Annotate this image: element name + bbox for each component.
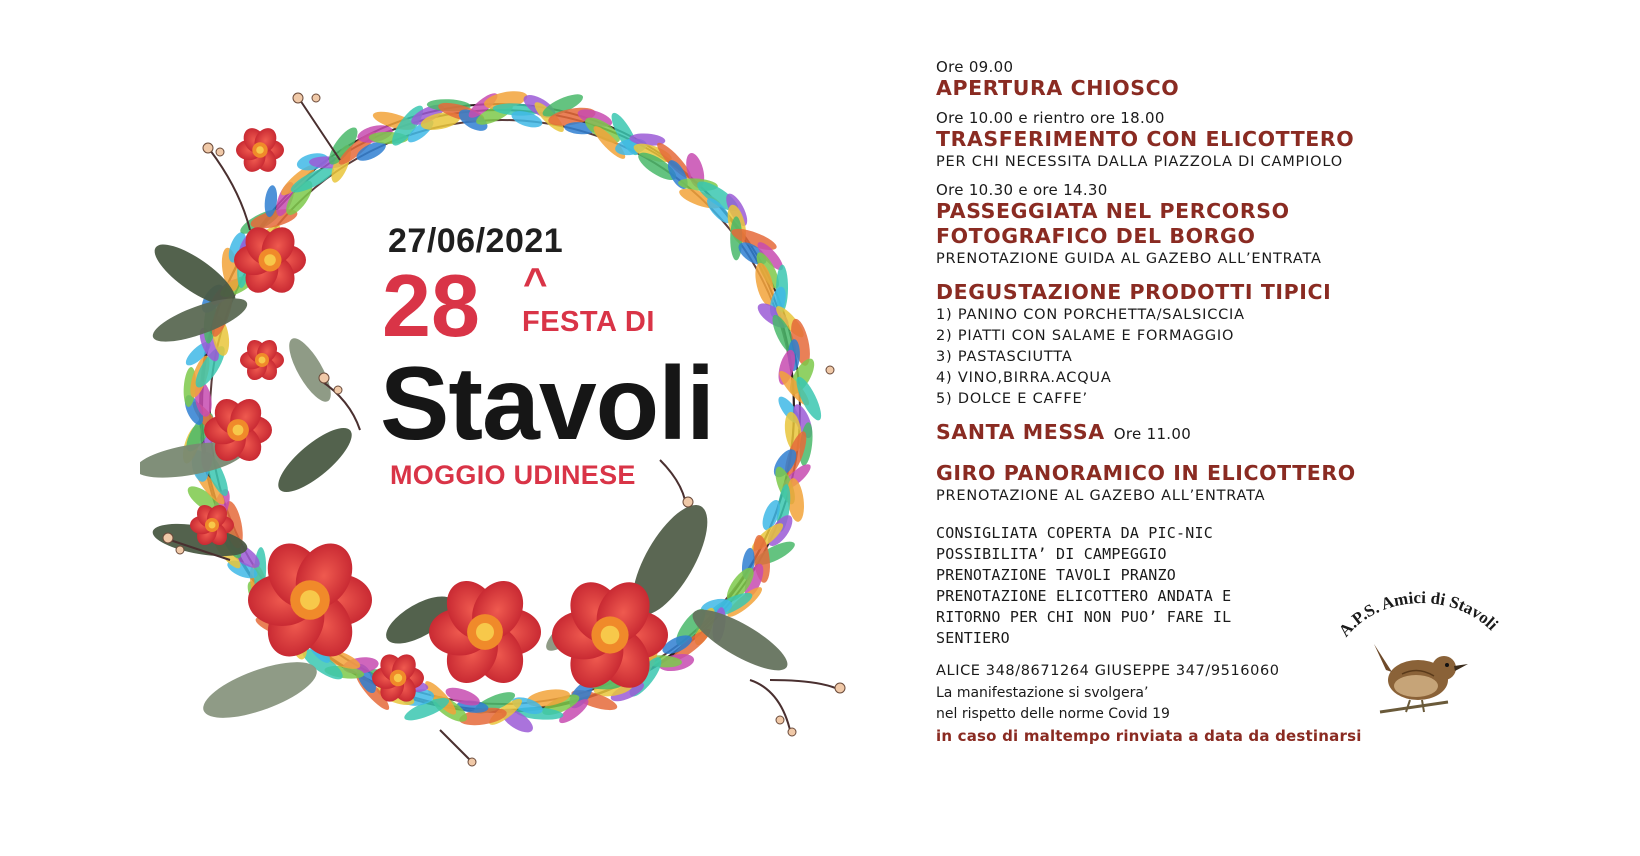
menu-item: 5) DOLCE E CAFFE’ <box>936 391 1088 407</box>
note-line: POSSIBILITA’ DI CAMPEGGIO <box>936 545 1167 563</box>
contacts: ALICE 348/8671264 GIUSEPPE 347/9516060 <box>936 663 1280 679</box>
program-degustazione <box>936 280 1536 410</box>
messa-title: SANTA MESSA <box>936 420 1105 444</box>
menu-item: 2) PIATTI CON SALAME E FORMAGGIO <box>936 328 1235 344</box>
passeggiata-note: PRENOTAZIONE GUIDA AL GAZEBO ALL’ENTRATA <box>936 251 1322 267</box>
association-logo <box>1318 580 1518 740</box>
red-flower <box>240 336 284 383</box>
passeggiata-title-line2: FOTOGRAFICO DEL BORGO <box>936 224 1256 248</box>
svg-text:A.P.S. Amici di Stavoli <box>1335 588 1502 640</box>
program-elicottero <box>936 109 1536 173</box>
red-flower <box>248 533 372 666</box>
wren-bird-icon <box>1374 644 1468 712</box>
note-line: SENTIERO <box>936 629 1010 647</box>
note-line: PRENOTAZIONE ELICOTTERO ANDATA E <box>936 587 1232 605</box>
passeggiata-time: Ore 10.30 e ore 14.30 <box>936 181 1108 199</box>
giro-title: GIRO PANORAMICO IN ELICOTTERO <box>936 461 1356 485</box>
messa-time: Ore 11.00 <box>1113 425 1192 443</box>
red-flower <box>429 572 541 692</box>
degustazione-title: DEGUSTAZIONE PRODOTTI TIPICI <box>936 280 1332 304</box>
covid-line1: La manifestazione si svolgera’ <box>936 685 1149 701</box>
menu-item: 1) PANINO CON PORCHETTA/SALSICCIA <box>936 307 1245 323</box>
menu-item: 4) VINO,BIRRA.ACQUA <box>936 370 1112 386</box>
edition-caret: ^ <box>523 259 548 306</box>
program-messa <box>936 420 1536 445</box>
elicottero-time: Ore 10.00 e rientro ore 18.00 <box>936 109 1165 127</box>
weather-notice: in caso di maltempo rinviata a data da destinarsi <box>936 727 1362 745</box>
menu-item: 3) PASTASCIUTTA <box>936 349 1073 365</box>
festa-label: FESTA DI <box>522 306 655 338</box>
note-line: PRENOTAZIONE TAVOLI PRANZO <box>936 566 1176 584</box>
elicottero-title: TRASFERIMENTO CON ELICOTTERO <box>936 127 1355 151</box>
covid-line2: nel rispetto delle norme Covid 19 <box>936 706 1170 722</box>
note-line: CONSIGLIATA COPERTA DA PIC-NIC <box>936 524 1213 542</box>
giro-note: PRENOTAZIONE AL GAZEBO ALL’ENTRATA <box>936 488 1266 504</box>
association-name: A.P.S. Amici di Stavoli <box>1334 587 1502 641</box>
program-passeggiata <box>936 181 1536 270</box>
apertura-title: APERTURA CHIOSCO <box>936 76 1180 100</box>
passeggiata-title-line1: PASSEGGIATA NEL PERCORSO <box>936 199 1290 223</box>
program-apertura <box>936 58 1536 101</box>
event-place: MOGGIO UDINESE <box>390 460 636 490</box>
program-giro <box>936 461 1536 507</box>
red-flower <box>236 124 284 176</box>
note-line: RITORNO PER CHI NON PUO’ FARE IL <box>936 608 1232 626</box>
event-name: Stavoli <box>380 346 714 462</box>
edition-number: 28 <box>382 256 480 355</box>
apertura-time: Ore 09.00 <box>936 58 1014 76</box>
event-date: 27/06/2021 <box>388 222 564 260</box>
elicottero-note: PER CHI NECESSITA DALLA PIAZZOLA DI CAMPIOLO <box>936 154 1343 170</box>
